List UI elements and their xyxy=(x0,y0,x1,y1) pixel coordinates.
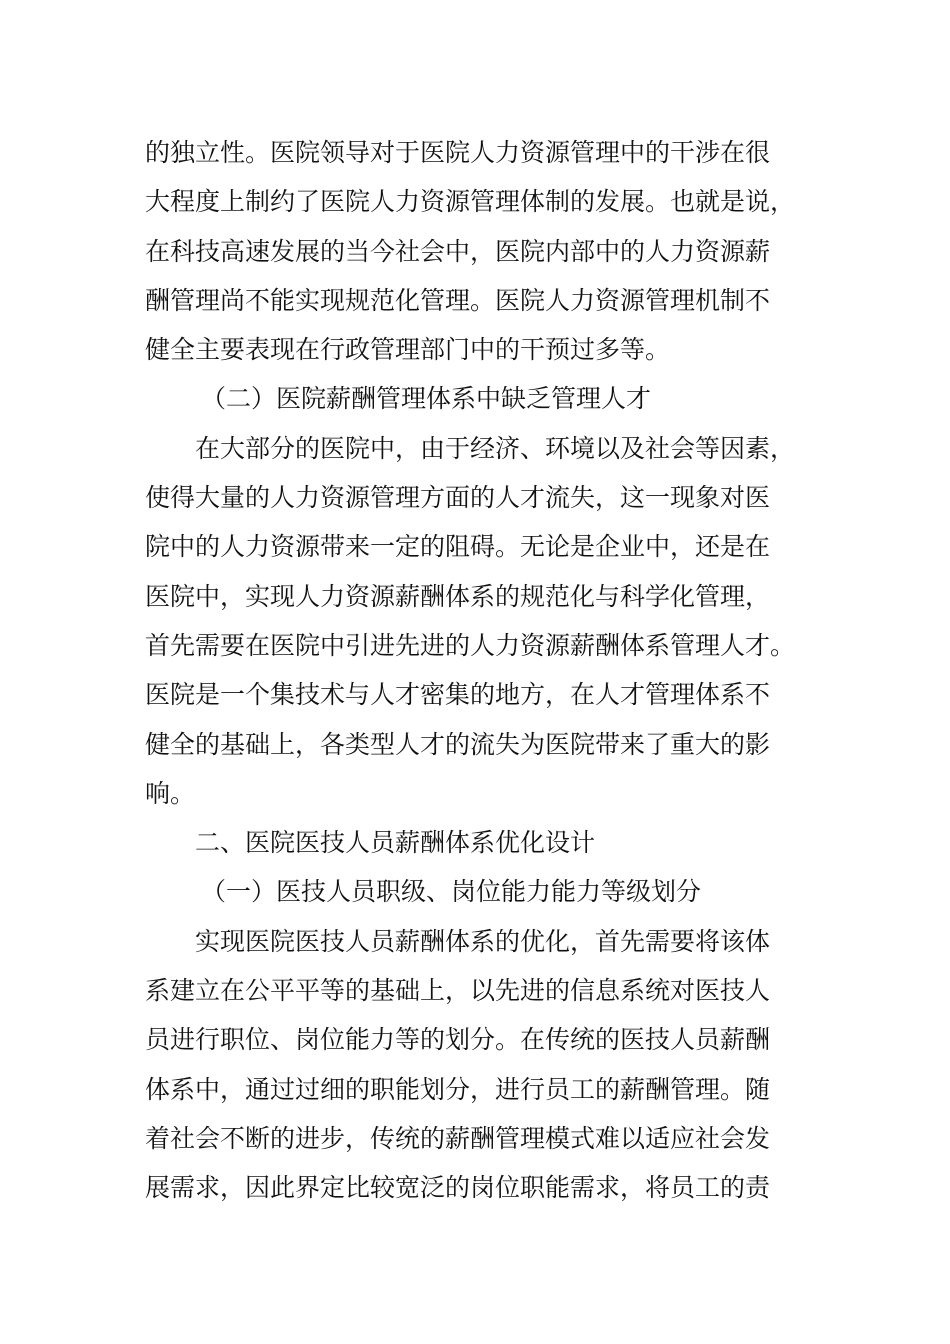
text-line: 健全的基础上，各类型人才的流失为医院带来了重大的影 xyxy=(145,729,771,759)
text-line: 在大部分的医院中，由于经济、环境以及社会等因素， xyxy=(195,433,796,463)
text-line: 医院是一个集技术与人才密集的地方，在人才管理体系不 xyxy=(145,680,771,710)
text-line: 着社会不断的进步，传统的薪酬管理模式难以适应社会发 xyxy=(145,1123,771,1153)
text-line: 员进行职位、岗位能力等的划分。在传统的医技人员薪酬 xyxy=(145,1025,771,1055)
text-line: 系建立在公平平等的基础上，以先进的信息系统对医技人 xyxy=(145,976,771,1006)
text-line: 健全主要表现在行政管理部门中的干预过多等。 xyxy=(145,335,671,365)
text-line: 首先需要在医院中引进先进的人力资源薪酬体系管理人才。 xyxy=(145,630,796,660)
text-line: 大程度上制约了医院人力资源管理体制的发展。也就是说， xyxy=(145,187,796,217)
text-line: 展需求，因此界定比较宽泛的岗位职能需求，将员工的责 xyxy=(145,1173,771,1203)
text-line: 酬管理尚不能实现规范化管理。医院人力资源管理机制不 xyxy=(145,285,771,315)
document-body xyxy=(145,128,805,1213)
section-heading: 二、医院医技人员薪酬体系优化设计 xyxy=(195,828,596,858)
text-line: 体系中，通过过细的职能划分，进行员工的薪酬管理。随 xyxy=(145,1074,771,1104)
text-line: 医院中，实现人力资源薪酬体系的规范化与科学化管理， xyxy=(145,581,771,611)
section-heading: （一）医技人员职级、岗位能力能力等级划分 xyxy=(201,877,702,907)
text-line: 院中的人力资源带来一定的阻碍。无论是企业中，还是在 xyxy=(145,532,771,562)
text-line: 实现医院医技人员薪酬体系的优化，首先需要将该体 xyxy=(195,926,771,956)
text-line: 使得大量的人力资源管理方面的人才流失，这一现象对医 xyxy=(145,483,771,513)
text-line: 在科技高速发展的当今社会中，医院内部中的人力资源薪 xyxy=(145,236,771,266)
text-line: 响。 xyxy=(145,778,196,808)
text-line: 的独立性。医院领导对于医院人力资源管理中的干涉在很 xyxy=(145,138,771,167)
section-heading: （二）医院薪酬管理体系中缺乏管理人才 xyxy=(201,384,652,414)
